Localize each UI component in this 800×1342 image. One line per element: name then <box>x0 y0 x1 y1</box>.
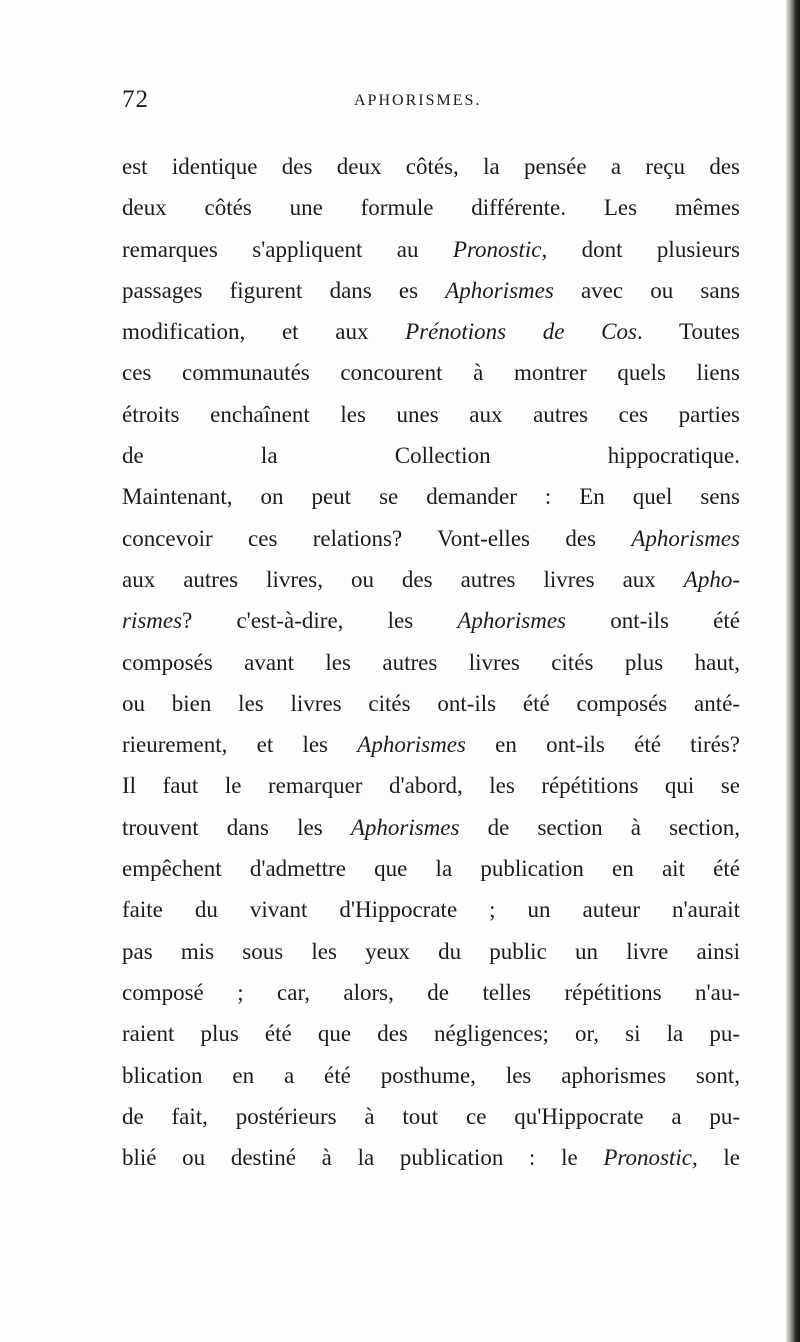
text-run: blié ou destiné à la publication : le <box>122 1145 604 1171</box>
italic-title: Pronostic <box>452 236 542 262</box>
text-run: ou bien les livres cités ont-ils été composés anté- <box>122 690 740 716</box>
text-line <box>122 1137 740 1178</box>
italic-title: Pronostic <box>603 1145 692 1171</box>
text-line <box>122 270 740 311</box>
text-run: blication en a été posthume, les aphorismes sont, <box>122 1062 740 1088</box>
text-run: composés avant les autres livres cités plus haut, <box>122 649 740 675</box>
text-run: faite du vivant d'Hippocrate ; un auteur n'aurait <box>122 897 740 923</box>
text-run: de section à section, <box>459 814 740 840</box>
text-run: , dont plusieurs <box>541 236 740 262</box>
text-line <box>122 1055 740 1096</box>
text-run: rieurement, et les <box>122 732 358 758</box>
text-line <box>122 518 740 559</box>
text-line <box>122 229 740 270</box>
text-run: remarques s'appliquent au <box>122 236 453 262</box>
text-line <box>122 972 740 1013</box>
italic-title: rismes <box>122 608 183 634</box>
text-line <box>122 642 740 683</box>
text-line <box>122 724 740 765</box>
text-run: Maintenant, on peut se demander : En quel sens <box>122 484 740 510</box>
italic-title: Aphorismes <box>445 277 554 303</box>
text-run: trouvent dans les <box>122 814 351 840</box>
text-run: raient plus été que des négligences; or, si la pu- <box>122 1021 740 1047</box>
text-run: . Toutes <box>636 319 740 345</box>
text-line <box>122 146 740 187</box>
text-line <box>122 187 740 228</box>
text-line <box>122 931 740 972</box>
italic-title: Prénotions de Cos <box>405 319 637 345</box>
body-text <box>122 146 740 1178</box>
text-run: aux autres livres, ou des autres livres aux <box>122 566 684 592</box>
text-line <box>122 559 740 600</box>
text-line <box>122 394 740 435</box>
text-run: avec ou sans <box>553 277 740 303</box>
page-number: 72 <box>122 86 149 113</box>
italic-title: Apho- <box>683 566 740 592</box>
text-run: passages figurent dans es <box>122 277 446 303</box>
text-line <box>122 1096 740 1137</box>
italic-title: Aphorismes <box>357 732 466 758</box>
text-run: concevoir ces relations? Vont-elles des <box>122 525 632 551</box>
text-run: Il faut le remarquer d'abord, les répétitions qui se <box>122 773 740 799</box>
text-run: de fait, postérieurs à tout ce qu'Hippocrate a pu- <box>122 1103 740 1129</box>
text-line <box>122 435 740 476</box>
text-line <box>122 765 740 806</box>
text-line <box>122 889 740 930</box>
text-run: en ont-ils été tirés? <box>465 732 740 758</box>
italic-title: Aphorismes <box>350 814 460 840</box>
text-run: ces communautés concourent à montrer quels liens <box>122 360 740 386</box>
text-line <box>122 807 740 848</box>
text-run: deux côtés une formule différente. Les mêmes <box>122 195 740 221</box>
text-line <box>122 848 740 889</box>
text-line <box>122 683 740 724</box>
text-run: pas mis sous les yeux du public un livre ainsi <box>122 938 740 964</box>
text-line <box>122 476 740 517</box>
text-line <box>122 600 740 641</box>
text-run: étroits enchaînent les unes aux autres ces parties <box>122 401 740 427</box>
text-run: empêchent d'admettre que la publication en ait été <box>122 856 740 882</box>
italic-title: Aphorismes <box>631 525 740 551</box>
text-run: ont-ils été <box>566 608 740 634</box>
text-run: modification, et aux <box>122 319 406 345</box>
text-line <box>122 352 740 393</box>
text-run: est identique des deux côtés, la pensée a reçu des <box>122 154 740 179</box>
italic-title: Aphorismes <box>457 608 566 634</box>
text-run: de la Collection hippocratique. <box>122 443 740 469</box>
text-run: ? c'est-à-dire, les <box>182 608 458 634</box>
text-run: composé ; car, alors, de telles répétitions n'au- <box>122 979 740 1005</box>
binding-edge <box>786 0 800 1342</box>
running-title: APHORISMES. <box>354 92 482 109</box>
text-line <box>122 1013 740 1054</box>
text-run: , le <box>691 1145 740 1171</box>
text-line <box>122 311 740 352</box>
page-header <box>0 86 800 116</box>
